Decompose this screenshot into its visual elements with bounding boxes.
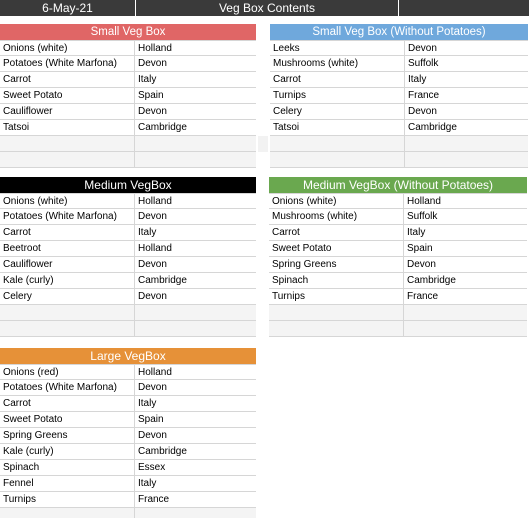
empty-row [0,136,256,152]
vegetable-cell[interactable]: Celery [270,104,405,119]
origin-cell[interactable]: Devon [138,58,167,69]
table-row [0,56,256,72]
vegetable-cell[interactable] [0,152,135,167]
origin-cell[interactable] [135,305,256,320]
origin-cell[interactable]: France [407,291,439,302]
origin-cell[interactable]: Holland [138,43,172,54]
origin-cell[interactable]: Cambridge [138,122,187,133]
header-empty-cell[interactable] [399,0,529,16]
vegetable-cell[interactable]: Cauliflower [0,257,135,272]
table-row [0,364,256,380]
origin-cell[interactable] [135,136,256,151]
origin-cell[interactable]: Italy [408,74,427,85]
empty-row [0,152,256,168]
origin-cell[interactable]: Devon [138,106,167,117]
vegetable-cell[interactable]: Carrot [270,72,405,87]
origin-cell[interactable]: Devon [407,259,436,270]
vegetable-cell[interactable]: Potatoes (White Marfona) [0,380,135,395]
vegetable-cell[interactable]: Tatsoi [270,120,405,135]
empty-row [269,321,527,337]
origin-cell[interactable]: Cambridge [408,122,457,133]
table-row [0,492,256,508]
origin-cell[interactable]: Cambridge [138,275,187,286]
origin-cell[interactable] [405,136,528,151]
origin-cell[interactable]: Spain [138,414,164,425]
vegetable-cell[interactable] [0,136,135,151]
large-veg-box-table [0,364,256,518]
vegetable-cell[interactable]: Onions (red) [0,365,135,379]
empty-row [0,321,256,337]
table-row [0,273,256,289]
vegetable-cell[interactable] [0,508,135,518]
vegetable-cell[interactable]: Carrot [0,396,135,411]
origin-cell[interactable]: Spain [138,90,164,101]
vegetable-cell[interactable] [270,136,405,151]
vegetable-cell[interactable] [269,305,404,320]
empty-row [270,152,528,168]
origin-cell[interactable]: France [408,90,440,101]
table-row [269,241,527,257]
origin-cell[interactable]: Holland [138,196,172,207]
origin-cell[interactable]: France [138,494,170,505]
table-row [270,120,528,136]
origin-cell[interactable]: Holland [138,367,172,378]
medium-veg-box [0,177,256,337]
large-veg-box [0,348,256,518]
vegetable-cell[interactable]: Onions (white) [269,194,404,208]
vegetable-cell[interactable]: Mushrooms (white) [269,209,404,224]
empty-row [0,508,256,518]
table-row [0,412,256,428]
small-veg-box [0,24,256,168]
medium-veg-box-no-potatoes-table [269,193,527,337]
origin-cell[interactable]: Holland [407,196,441,207]
origin-cell[interactable]: Italy [407,227,426,238]
origin-cell[interactable]: Italy [138,74,157,85]
origin-cell[interactable]: Italy [138,478,157,489]
origin-cell[interactable]: Devon [138,211,167,222]
empty-row [269,305,527,321]
vegetable-cell[interactable]: Spring Greens [269,257,404,272]
table-row [270,104,528,120]
medium-veg-box-no-potatoes [269,177,527,337]
vegetable-cell[interactable]: Spinach [0,460,135,475]
small-veg-box-title[interactable]: Small Veg Box [0,24,256,40]
table-row [269,225,527,241]
origin-cell[interactable]: Devon [408,43,437,54]
table-row [0,193,256,209]
vegetable-cell[interactable]: Cauliflower [0,104,135,119]
origin-cell[interactable] [404,321,527,336]
table-row [0,476,256,492]
sheet-title-cell[interactable]: Veg Box Contents [136,0,398,16]
vegetable-cell[interactable]: Potatoes (White Marfona) [0,209,135,224]
small-veg-box-no-potatoes [270,24,528,168]
vegetable-cell[interactable] [0,305,135,320]
table-row [0,257,256,273]
table-row [270,40,528,56]
small-veg-box-table [0,40,256,168]
table-row [269,193,527,209]
origin-cell[interactable] [135,152,256,167]
table-row [0,104,256,120]
table-row [0,289,256,305]
medium-veg-box-no-potatoes-title[interactable]: Medium VegBox (Without Potatoes) [269,177,527,193]
medium-veg-box-title[interactable]: Medium VegBox [0,177,256,193]
origin-cell[interactable] [135,508,256,518]
vegetable-cell[interactable]: Sweet Potato [0,88,135,103]
vegetable-cell[interactable]: Kale (curly) [0,444,135,459]
vegetable-cell[interactable]: Sweet Potato [269,241,404,256]
origin-cell[interactable]: Essex [138,462,166,473]
empty-row [0,305,256,321]
table-row [270,56,528,72]
table-row [270,88,528,104]
vegetable-cell[interactable] [0,321,135,336]
table-row [0,380,256,396]
origin-cell[interactable]: Devon [408,106,437,117]
origin-cell[interactable]: Suffolk [407,211,438,222]
vegetable-cell[interactable]: Onions (white) [0,194,135,208]
vegetable-cell[interactable]: Mushrooms (white) [270,56,405,71]
table-row [0,120,256,136]
origin-cell[interactable]: Devon [138,382,167,393]
small-veg-box-no-potatoes-title[interactable]: Small Veg Box (Without Potatoes) [270,24,528,40]
table-row [269,209,527,225]
vegetable-cell[interactable]: Fennel [0,476,135,491]
table-row [0,241,256,257]
origin-cell[interactable]: Devon [138,259,167,270]
origin-cell[interactable] [404,305,527,320]
vegetable-cell[interactable]: Kale (curly) [0,273,135,288]
origin-cell[interactable] [135,321,256,336]
vegetable-cell[interactable]: Spinach [269,273,404,288]
vegetable-cell[interactable]: Turnips [269,289,404,304]
column-gap-cell [258,136,268,152]
origin-cell[interactable]: Devon [138,291,167,302]
vegetable-cell[interactable]: Tatsoi [0,120,135,135]
table-row [0,428,256,444]
origin-cell[interactable]: Holland [138,243,172,254]
date-cell[interactable]: 6-May-21 [0,0,135,16]
vegetable-cell[interactable]: Turnips [270,88,405,103]
vegetable-cell[interactable] [269,321,404,336]
vegetable-cell[interactable]: Carrot [0,225,135,240]
vegetable-cell[interactable]: Leeks [270,41,405,55]
medium-veg-box-table [0,193,256,337]
vegetable-cell[interactable]: Carrot [269,225,404,240]
origin-cell[interactable]: Spain [407,243,433,254]
origin-cell[interactable]: Cambridge [407,275,456,286]
table-row [0,72,256,88]
vegetable-cell[interactable]: Carrot [0,72,135,87]
origin-cell[interactable]: Suffolk [408,58,439,69]
table-row [0,396,256,412]
vegetable-cell[interactable]: Turnips [0,492,135,507]
table-row [0,88,256,104]
empty-row [270,136,528,152]
vegetable-cell[interactable]: Spring Greens [0,428,135,443]
vegetable-cell[interactable]: Beetroot [0,241,135,256]
vegetable-cell[interactable] [270,152,405,167]
small-veg-box-no-potatoes-table [270,40,528,168]
origin-cell[interactable]: Devon [138,430,167,441]
table-row [269,273,527,289]
table-row [269,257,527,273]
origin-cell[interactable]: Italy [138,398,157,409]
origin-cell[interactable]: Cambridge [138,446,187,457]
table-row [0,460,256,476]
vegetable-cell[interactable]: Celery [0,289,135,304]
table-row [269,289,527,305]
origin-cell[interactable]: Italy [138,227,157,238]
vegetable-cell[interactable]: Sweet Potato [0,412,135,427]
table-row [0,444,256,460]
table-row [0,40,256,56]
large-veg-box-title[interactable]: Large VegBox [0,348,256,364]
vegetable-cell[interactable]: Potatoes (White Marfona) [0,56,135,71]
vegetable-cell[interactable]: Onions (white) [0,41,135,55]
table-row [0,225,256,241]
origin-cell[interactable] [405,152,528,167]
table-row [0,209,256,225]
table-row [270,72,528,88]
